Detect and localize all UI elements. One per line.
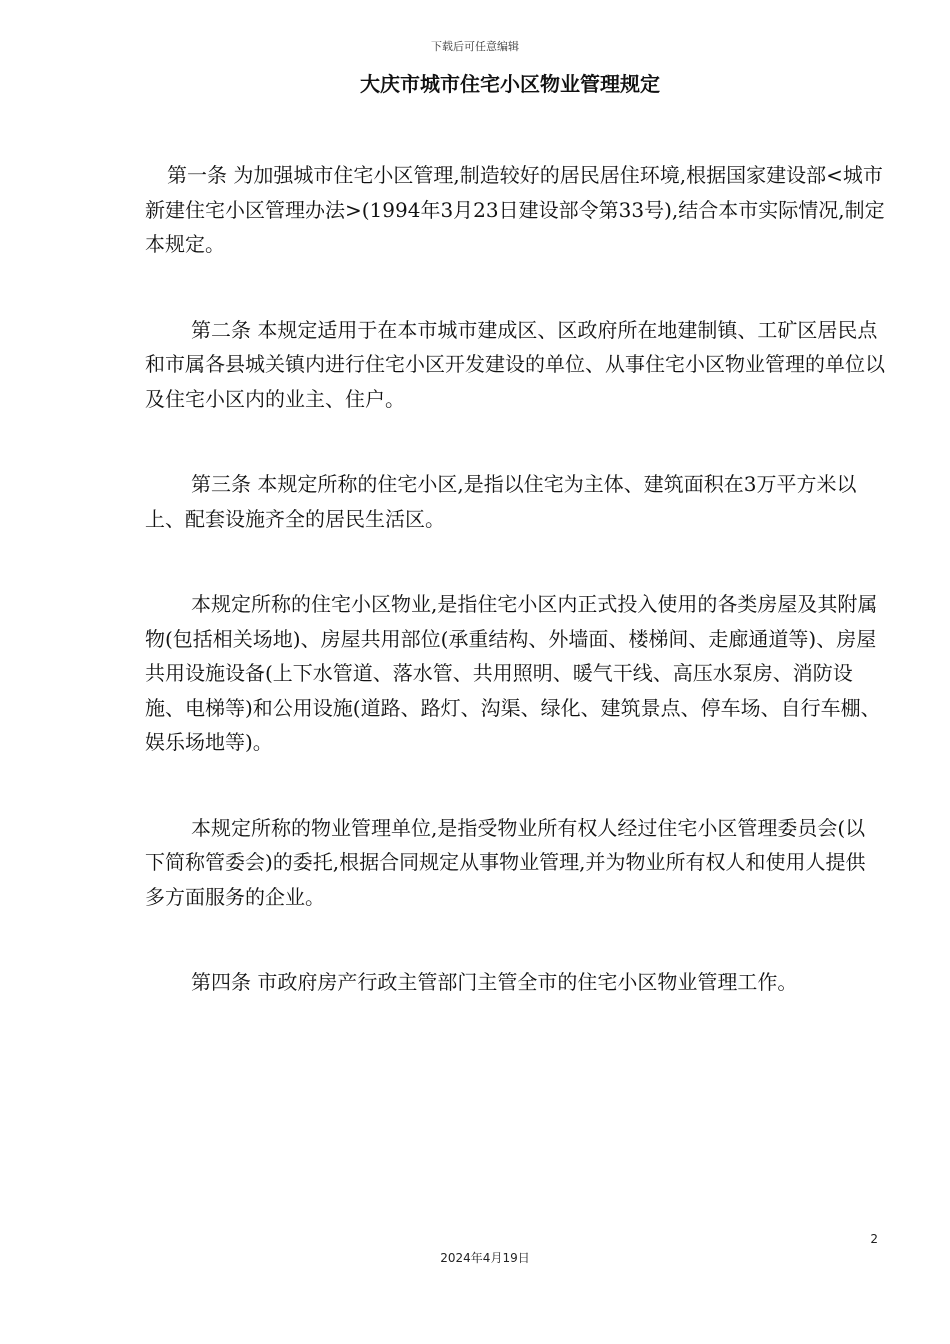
property-definition-paragraph: 本规定所称的住宅小区物业,是指住宅小区内正式投入使用的各类房屋及其附属物(包括相关场地)、房屋共用部位(承重结构、外墙面、楼梯间、走廊通道等)、房屋共用设施设备(上下水管道、落水管、共用照明、暖气干线、高压水泵房、消防设施、电梯等)和公用设施(道路、路灯、沟渠、绿化、建筑景点、停车场、自行车棚、娱乐场地等)。 [145,592,881,754]
article-4-paragraph: 第四条 市政府房产行政主管部门主管全市的住宅小区物业管理工作。 [191,970,798,994]
document-title: 大庆市城市住宅小区物业管理规定 [360,72,660,96]
article-1-paragraph: 第一条 为加强城市住宅小区管理,制造较好的居民居住环境,根据国家建设部<城市新建住宅小区管理办法>(1994年3月23日建设部令第33号),结合本市实际情况,制定本规定。 [145,163,885,256]
document-body [145,158,885,1000]
paragraph-gap [145,536,885,587]
page-number: 2 [870,1232,878,1246]
management-unit-definition-paragraph: 本规定所称的物业管理单位,是指受物业所有权人经过住宅小区管理委员会(以下简称管委会)的委托,根据合同规定从事物业管理,并为物业所有权人和使用人提供多方面服务的企业。 [145,815,866,909]
footer-date: 2024年4月19日 [440,1251,530,1265]
article-3-paragraph: 第三条 本规定所称的住宅小区,是指以住宅为主体、建筑面积在3万平方米以上、配套设施齐全的居民生活区。 [145,472,857,531]
paragraph-gap [145,760,885,811]
article-2-paragraph: 第二条 本规定适用于在本市城市建成区、区政府所在地建制镇、工矿区居民点和市属各县城关镇内进行住宅小区开发建设的单位、从事住宅小区物业管理的单位以及住宅小区内的业主、住户。 [145,317,885,411]
paragraph-gap [145,416,885,467]
paragraph-gap [145,262,885,313]
paragraph-gap [145,914,885,965]
header-note: 下载后可任意编辑 [431,40,519,53]
